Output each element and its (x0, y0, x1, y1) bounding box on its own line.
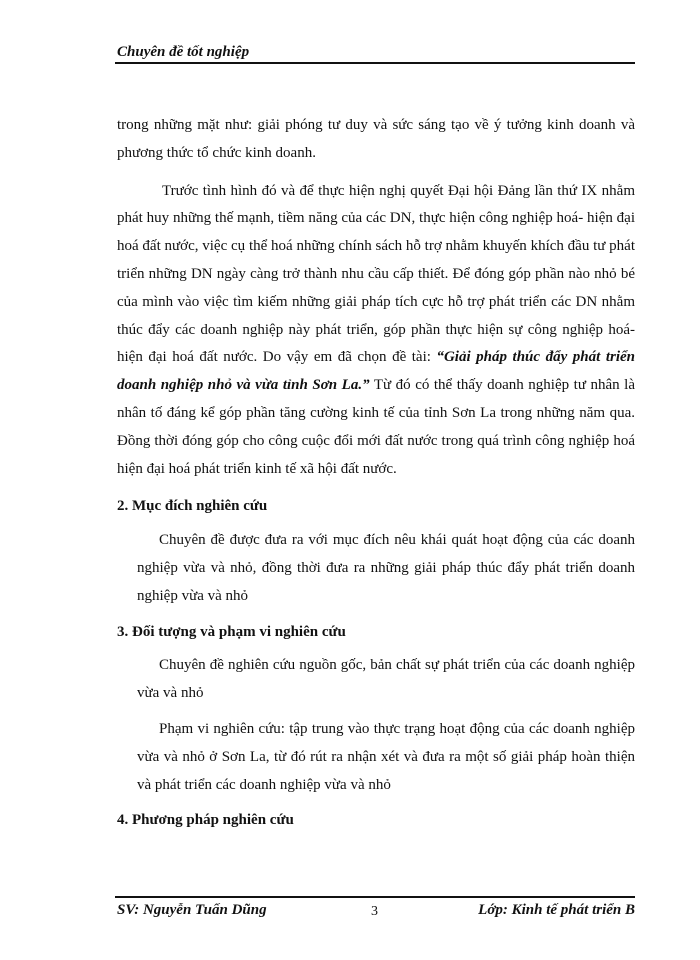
footer-divider (115, 896, 635, 898)
paragraph-purpose: Chuyên đề được đưa ra với mục đích nêu khái quát hoạt động của các doanh nghiệp vừa và nhỏ, đồng thời đưa ra những giải pháp thúc đẩy phát triển doanh nghiệp vừa và nhỏ (137, 532, 635, 604)
paragraph-context (117, 178, 635, 484)
section-heading-method: 4. Phương pháp nghiên cứu (117, 812, 294, 829)
page-header-title: Chuyên đề tốt nghiệp (117, 44, 250, 60)
page-footer (117, 902, 635, 924)
section-heading-purpose: 2. Mục đích nghiên cứu (117, 498, 268, 515)
paragraph-subject: Chuyên đề nghiên cứu nguồn gốc, bản chất sự phát triển của các doanh nghiệp vừa và nhỏ (137, 657, 635, 702)
thesis-topic: “Giải pháp thúc đẩy phát triển doanh nghiệp nhỏ và vừa tỉnh Sơn La.” (117, 349, 635, 394)
paragraph-intro: trong những mặt như: giải phóng tư duy và sức sáng tạo về ý tưởng kinh doanh và phương thức tổ chức kinh doanh. (117, 117, 635, 161)
footer-class-name: Lớp: Kinh tế phát triển B (478, 902, 635, 918)
document-body (117, 112, 635, 841)
context-text-end: Từ đó có thể thấy doanh nghiệp tư nhân là nhân tố đáng kể góp phần tăng cường kinh tế của tỉnh Sơn La trong những năm qua. Đồng thời đóng góp cho công cuộc đổi mới đất nước trong quá trình công nghiệp hoá hiện đại hoá phát triển kinh tế xã hội đất nước. (117, 377, 635, 477)
context-text-start: Trước tình hình đó và để thực hiện nghị quyết Đại hội Đảng lần thứ IX nhằm phát huy những thế mạnh, tiềm năng của các DN, thực hiện công nghiệp hoá- hiện đại hoá đất nước, việc cụ thể hoá những chính sách hỗ trợ nhằm khuyến khích đầu tư phát triển những DN ngày càng trở thành nhu cầu cấp thiết. Để đóng góp phần nào nhỏ bé của mình vào việc tìm kiếm những giải pháp tích cực hỗ trợ phát triển các DN nhằm thúc đẩy các doanh nghiệp này phát triển, góp phần thực hiện sự công nghiệp hoá- hiện đại hoá đất nước. Do vậy em đã chọn đề tài: (117, 182, 635, 366)
paragraph-scope: Phạm vi nghiên cứu: tập trung vào thực trạng hoạt động của các doanh nghiệp vừa và nhỏ ở Sơn La, từ đó rút ra nhận xét và đưa ra một số giải pháp hoàn thiện và phát triển các doanh nghiệp vừa và nhỏ (137, 720, 635, 793)
footer-student-name: SV: Nguyễn Tuấn Dũng (117, 902, 267, 918)
page-number: 3 (371, 904, 378, 919)
section-heading-scope: 3. Đối tượng và phạm vi nghiên cứu (117, 623, 346, 640)
header-divider (115, 62, 635, 64)
